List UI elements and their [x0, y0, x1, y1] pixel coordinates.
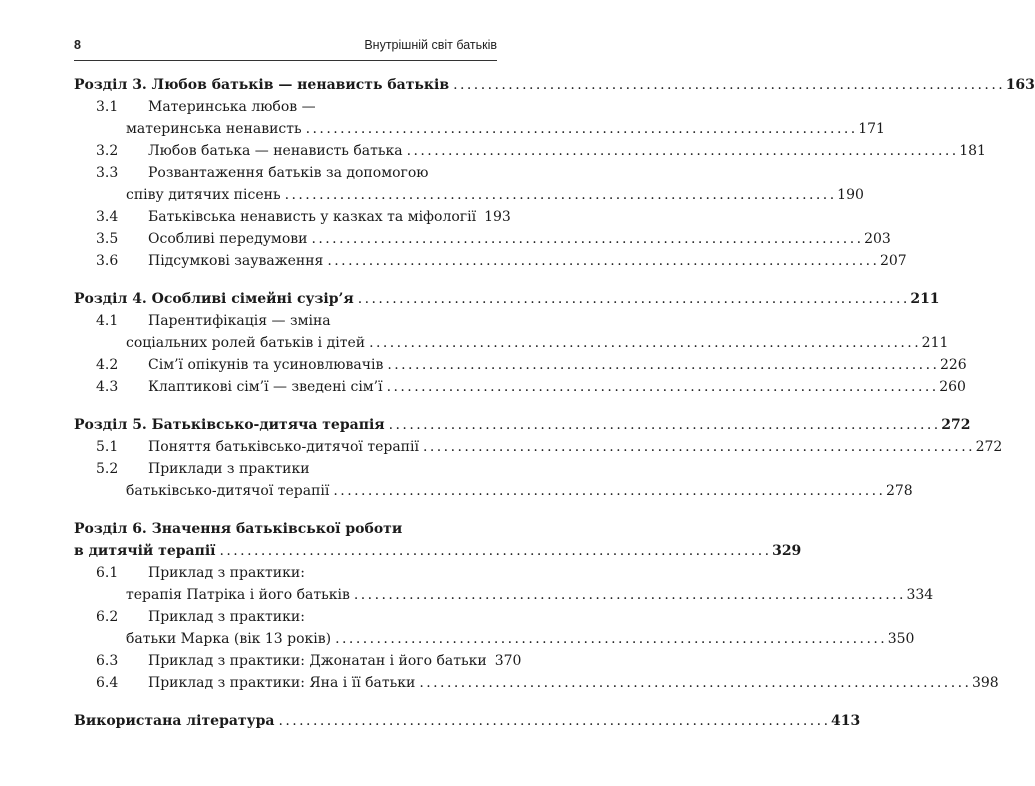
entry-number: 3.6 — [96, 253, 119, 269]
entry-title: Підсумкові зауваження — [148, 253, 324, 269]
entry-page-number: 278 — [885, 483, 913, 499]
entry-number: 6.1 — [96, 565, 119, 581]
toc-entry-line — [74, 458, 497, 480]
dot-leader — [358, 288, 907, 310]
entry-title: Приклад з практики: — [148, 609, 305, 625]
toc-entry-line — [74, 376, 966, 398]
entry-page-number: 226 — [939, 357, 967, 373]
toc-entry-line — [74, 250, 907, 272]
chapter-line — [74, 710, 861, 732]
entry-page-number: 370 — [494, 653, 522, 669]
toc-entry-line — [74, 650, 522, 672]
entry-title: материнська ненависть — [126, 121, 302, 137]
entry-page-number: 193 — [484, 209, 511, 225]
entry-page-number: 211 — [921, 335, 949, 351]
toc-entry-line — [74, 584, 934, 606]
dot-leader — [389, 414, 938, 436]
entry-title: Батьківська ненависть у казках та міфології — [148, 209, 477, 225]
toc-section — [74, 518, 999, 694]
entry-title: терапія Патріка і його батьків — [126, 587, 350, 603]
entry-title: Клаптикові сім’ї — зведені сім’ї — [148, 379, 383, 395]
entry-number: 4.2 — [96, 357, 119, 373]
entry-number: 5.1 — [96, 439, 119, 455]
chapter-title: Використана література — [74, 713, 275, 729]
chapter-page-number: 163 — [1005, 77, 1035, 93]
toc-section — [74, 74, 1035, 272]
dot-leader — [278, 710, 827, 732]
entry-title: Поняття батьківсько-дитячої терапії — [148, 439, 419, 455]
chapter-line — [74, 74, 1035, 96]
entry-title: Приклад з практики: Джонатан і його батьки — [148, 653, 487, 669]
dot-leader — [369, 332, 918, 354]
chapter-page-number: 211 — [910, 291, 940, 307]
chapter-title: Розділ 5. Батьківсько-дитяча терапія — [74, 417, 385, 433]
entry-page-number: 190 — [837, 187, 864, 203]
entry-number: 3.5 — [96, 231, 119, 247]
toc-entry-line — [74, 184, 864, 206]
entry-title: Материнська любов — — [148, 99, 316, 115]
entry-title: співу дитячих пісень — [126, 187, 281, 203]
toc-entry-line — [74, 310, 497, 332]
dot-leader — [419, 672, 968, 694]
toc-section — [74, 710, 861, 732]
dot-leader — [387, 376, 936, 398]
chapter-line — [74, 414, 971, 436]
toc-entry-line — [74, 96, 497, 118]
toc-entry-line — [74, 140, 986, 162]
toc-entry-line — [74, 480, 913, 502]
header-rule — [74, 60, 497, 61]
entry-number: 6.2 — [96, 609, 119, 625]
toc-entry-line — [74, 606, 497, 628]
entry-title: батьківсько-дитячої терапії — [126, 483, 330, 499]
dot-leader — [327, 250, 876, 272]
entry-title: Особливі передумови — [148, 231, 308, 247]
dot-leader — [453, 74, 1002, 96]
dot-leader — [387, 354, 936, 376]
entry-page-number: 171 — [858, 121, 885, 137]
entry-title: Сім’ї опікунів та усиновлювачів — [148, 357, 384, 373]
chapter-line — [74, 288, 940, 310]
entry-number: 6.3 — [96, 653, 119, 669]
entry-title: Парентифікація — зміна — [148, 313, 331, 329]
chapter-title: Розділ 6. Значення батьківської роботи — [74, 521, 403, 537]
chapter-page-number: 329 — [772, 543, 802, 559]
dot-leader — [335, 628, 884, 650]
entry-number: 4.1 — [96, 313, 119, 329]
entry-title: Приклад з практики: — [148, 565, 305, 581]
toc-entry-line — [74, 354, 967, 376]
entry-page-number: 398 — [971, 675, 999, 691]
entry-page-number: 272 — [975, 439, 1003, 455]
running-title: Внутрішній світ батьків — [364, 38, 497, 52]
toc-entry-line — [74, 672, 999, 694]
toc-entry-line — [74, 162, 497, 184]
dot-leader — [407, 140, 956, 162]
toc-entry-line — [74, 118, 885, 140]
entry-number: 4.3 — [96, 379, 119, 395]
chapter-page-number: 413 — [831, 713, 861, 729]
entry-title: Приклад з практики: Яна і її батьки — [148, 675, 416, 691]
entry-number: 3.2 — [96, 143, 119, 159]
chapter-line — [74, 540, 802, 562]
entry-page-number: 181 — [959, 143, 986, 159]
toc-entry-line — [74, 628, 915, 650]
entry-number: 3.1 — [96, 99, 119, 115]
entry-number: 6.4 — [96, 675, 119, 691]
entry-number: 3.4 — [96, 209, 119, 225]
dot-leader — [219, 540, 768, 562]
chapter-title: Розділ 4. Особливі сімейні сузір’я — [74, 291, 354, 307]
entry-number: 3.3 — [96, 165, 119, 181]
entry-page-number: 350 — [887, 631, 915, 647]
toc-entry-line — [74, 332, 949, 354]
entry-title: Любов батька — ненависть батька — [148, 143, 403, 159]
dot-leader — [285, 184, 834, 206]
entry-number: 5.2 — [96, 461, 119, 477]
toc-entry-line — [74, 206, 511, 228]
page-number: 8 — [74, 38, 81, 52]
toc-section — [74, 414, 1003, 502]
dot-leader — [306, 118, 855, 140]
table-of-contents — [74, 74, 1035, 748]
dot-leader — [423, 436, 972, 458]
entry-page-number: 203 — [864, 231, 891, 247]
entry-title: Розвантаження батьків за допомогою — [148, 165, 429, 181]
chapter-title: Розділ 3. Любов батьків — ненависть батьків — [74, 77, 450, 93]
toc-entry-line — [74, 436, 1003, 458]
toc-entry-line — [74, 562, 497, 584]
entry-page-number: 207 — [879, 253, 907, 269]
dot-leader — [333, 480, 882, 502]
entry-page-number: 334 — [906, 587, 934, 603]
entry-page-number: 260 — [939, 379, 966, 395]
entry-title: Приклади з практики — [148, 461, 310, 477]
chapter-page-number: 272 — [941, 417, 971, 433]
dot-leader — [354, 584, 903, 606]
chapter-line — [74, 518, 497, 540]
entry-title: батьки Марка (вік 13 років) — [126, 631, 332, 647]
chapter-title: в дитячій терапії — [74, 543, 216, 559]
entry-title: соціальних ролей батьків і дітей — [126, 335, 366, 351]
dot-leader — [311, 228, 860, 250]
toc-entry-line — [74, 228, 891, 250]
toc-section — [74, 288, 967, 398]
page-header — [74, 38, 497, 56]
